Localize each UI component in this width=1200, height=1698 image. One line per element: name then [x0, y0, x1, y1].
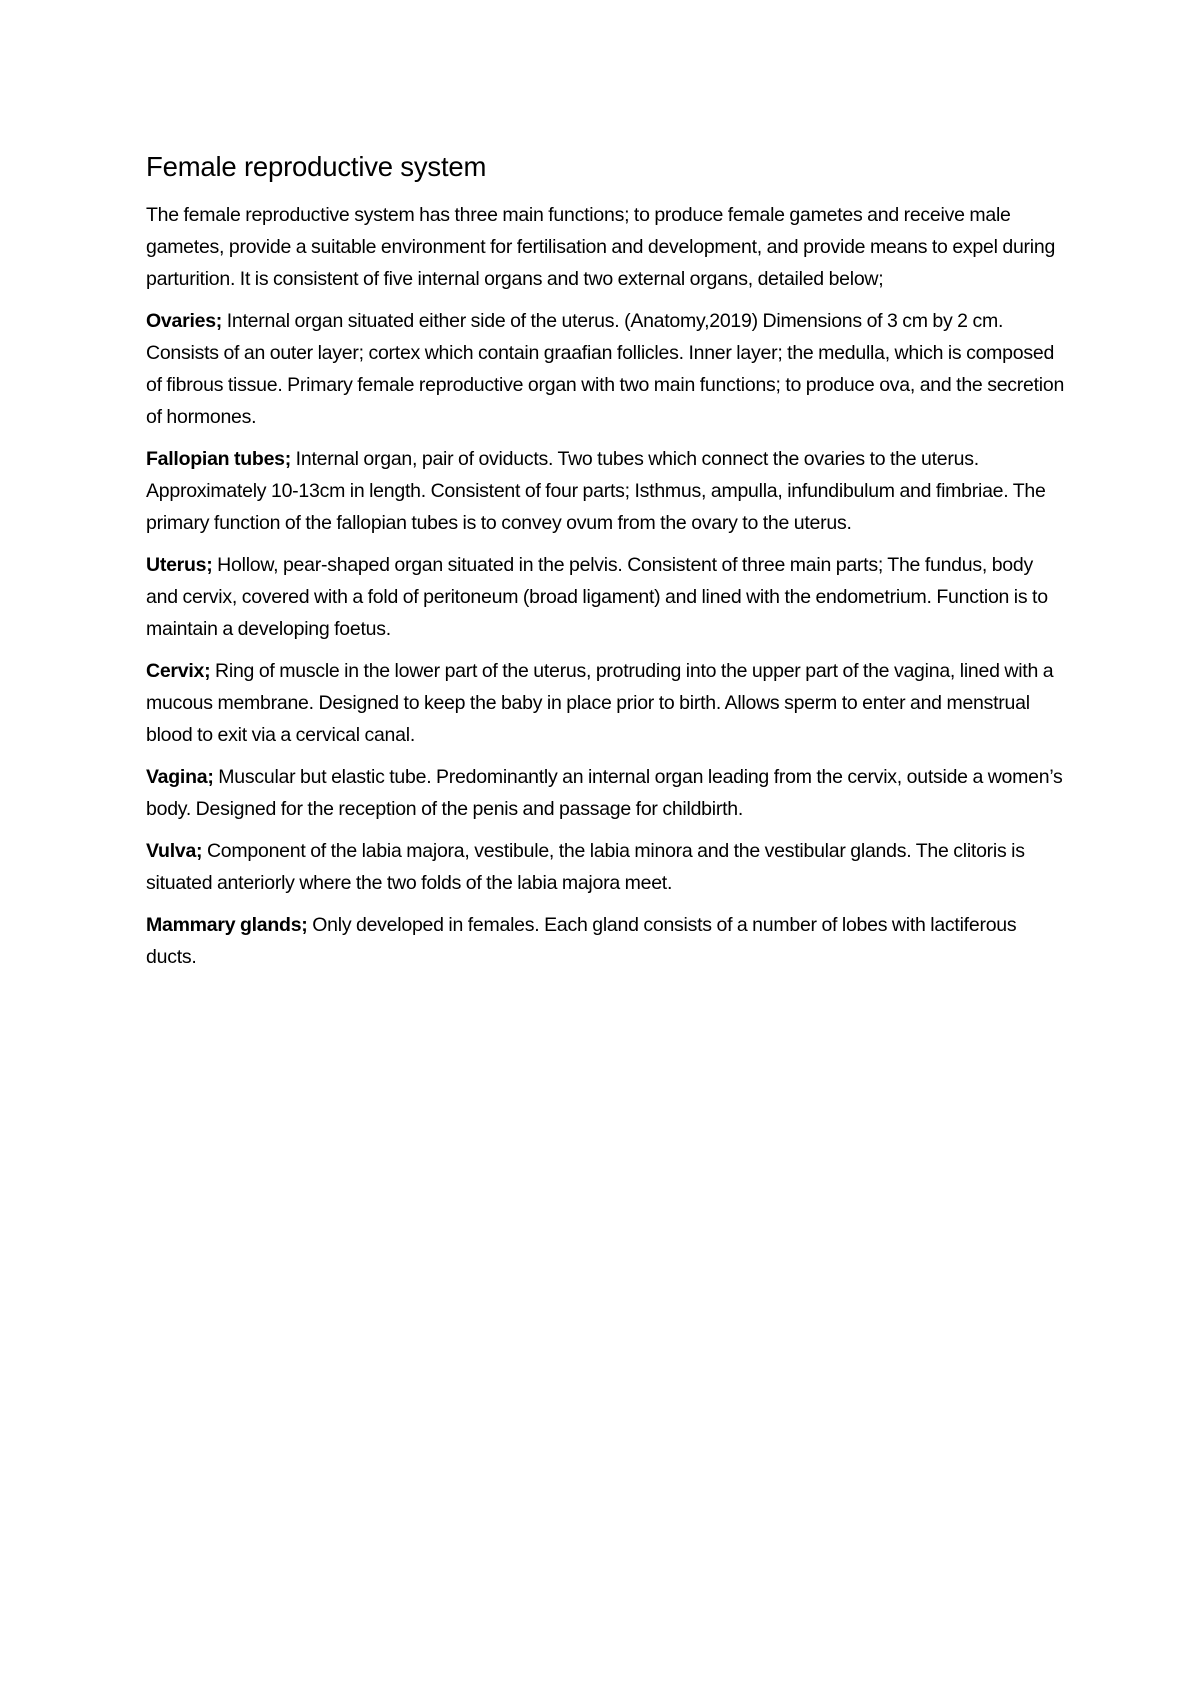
- section-uterus: [146, 549, 1066, 645]
- section-ovaries: [146, 305, 1066, 433]
- section-vulva: [146, 835, 1066, 899]
- section-cervix: [146, 655, 1066, 751]
- section-term: Ovaries;: [146, 310, 223, 332]
- section-text: Component of the labia majora, vestibule, the labia minora and the vestibular glands. The clitoris is situated anteriorly where the two folds of the labia majora meet.: [146, 840, 1025, 894]
- document-title: Female reproductive system: [146, 151, 487, 182]
- section-text: Ring of muscle in the lower part of the uterus, protruding into the upper part of the vagina, lined with a mucous membrane. Designed to keep the baby in place prior to birth. Allows sperm to enter and menstrual blood to exit via a cervical canal.: [146, 660, 1054, 746]
- document-body: [146, 148, 1066, 983]
- section-term: Mammary glands;: [146, 914, 308, 936]
- section-text: Only developed in females. Each gland consists of a number of lobes with lactiferous ducts.: [146, 914, 1017, 968]
- section-term: Vulva;: [146, 840, 203, 862]
- section-text: Muscular but elastic tube. Predominantly an internal organ leading from the cervix, outside a women’s body. Designed for the reception of the penis and passage for childbirth.: [146, 766, 1063, 820]
- section-term: Fallopian tubes;: [146, 448, 292, 470]
- section-vagina: [146, 761, 1066, 825]
- section-text: Internal organ, pair of oviducts. Two tubes which connect the ovaries to the uterus. Approximately 10-13cm in length. Consistent of four parts; Isthmus, ampulla, infundibulum and fimbriae. The primary function of the fallopian tubes is to convey ovum from the ovary to the uterus.: [146, 448, 1046, 534]
- section-term: Vagina;: [146, 766, 214, 788]
- section-text: Hollow, pear-shaped organ situated in the pelvis. Consistent of three main parts; The fundus, body and cervix, covered with a fold of peritoneum (broad ligament) and lined with the endometrium. Function is to maintain a developing foetus.: [146, 554, 1048, 640]
- intro-paragraph: The female reproductive system has three main functions; to produce female gametes and receive male gametes, provide a suitable environment for fertilisation and development, and provide means to expel during parturition. It is consistent of five internal organs and two external organs, detailed below;: [146, 204, 1056, 290]
- section-fallopian-tubes: [146, 443, 1066, 539]
- section-term: Cervix;: [146, 660, 211, 682]
- section-text: Internal organ situated either side of the uterus. (Anatomy,2019) Dimensions of 3 cm by 2 cm. Consists of an outer layer; cortex which contain graafian follicles. Inner layer; the medulla, which is composed of fibrous tissue. Primary female reproductive organ with two main functions; to produce ova, and the secretion of hormones.: [146, 310, 1065, 428]
- section-mammary-glands: [146, 909, 1066, 973]
- section-term: Uterus;: [146, 554, 213, 576]
